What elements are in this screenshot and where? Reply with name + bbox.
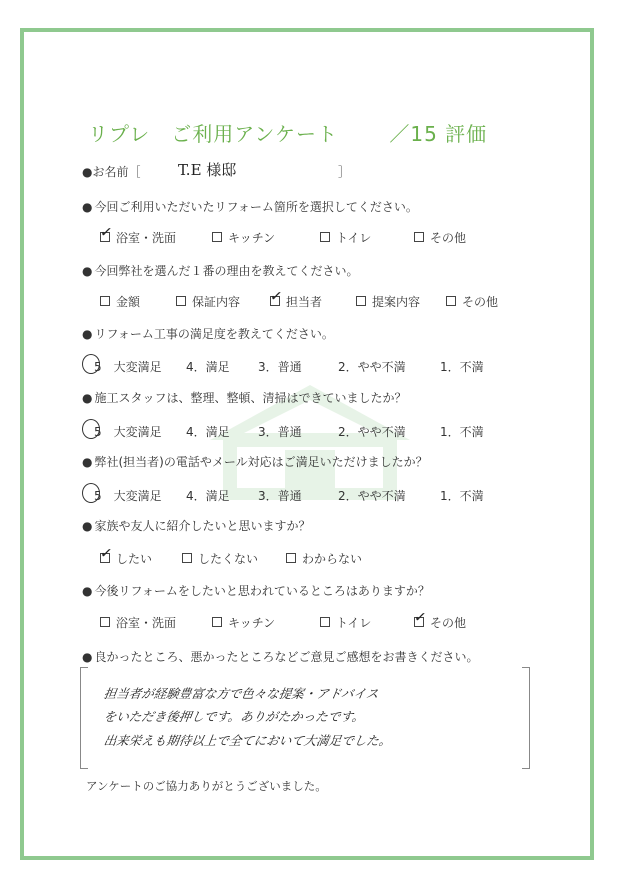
checkmark-icon: ✓	[98, 222, 114, 242]
option-other[interactable]: その他	[446, 293, 498, 310]
comment-line-2: をいただき後押しです。ありがたかったです。	[102, 709, 366, 724]
selected-circle-icon	[82, 419, 100, 439]
option-kitchen[interactable]: キッチン	[212, 614, 275, 631]
option-bath[interactable]: ✓ 浴室・洗面	[98, 222, 177, 245]
rating-2[interactable]: 2．やや不満	[338, 360, 406, 374]
checkmark-icon: ✓	[98, 543, 114, 563]
option-toilet[interactable]: トイレ	[320, 229, 371, 246]
selected-circle-icon	[82, 354, 100, 374]
checkbox[interactable]	[182, 553, 192, 563]
name-field: ●お名前［ T.E 様邸 ］	[82, 161, 351, 179]
rating-4[interactable]: 4．満足	[186, 489, 230, 503]
rating-4[interactable]: 4．満足	[186, 360, 230, 374]
survey-title	[88, 118, 487, 147]
checkbox[interactable]	[176, 296, 186, 306]
checkbox[interactable]	[212, 617, 222, 627]
option-staff[interactable]: ✓ 担当者	[268, 286, 323, 309]
footer-thanks: アンケートのご協力ありがとうございました。	[86, 779, 327, 793]
option-proposal[interactable]: 提案内容	[356, 293, 420, 310]
checkbox[interactable]	[98, 543, 114, 563]
checkmark-icon: ✓	[412, 607, 428, 627]
rating-1[interactable]: 1．不満	[440, 425, 484, 439]
option-other[interactable]: ✓ その他	[412, 607, 467, 630]
checkbox[interactable]	[212, 232, 222, 242]
question-4: ● 施工スタッフは、整理、整頓、清掃はできていましたか？	[82, 389, 407, 406]
rating-3[interactable]: 3．普通	[258, 360, 302, 374]
checkmark-icon: ✓	[268, 286, 284, 306]
comment-line-1: 担当者が経験豊富な方で色々な提案・アドバイス	[102, 686, 380, 701]
rating-5[interactable]: 5 大変満足	[94, 358, 162, 375]
name-value: T.E 様邸	[178, 161, 237, 179]
option-toilet[interactable]: トイレ	[320, 614, 371, 631]
checkbox[interactable]	[320, 617, 330, 627]
rating-3[interactable]: 3．普通	[258, 489, 302, 503]
question-5: ● 弊社(担当者)の電話やメール対応はご満足いただけましたか？	[82, 453, 428, 470]
checkbox[interactable]	[98, 222, 114, 242]
rating-5[interactable]: 5 大変満足	[94, 423, 162, 440]
question-7: ● 今後リフォームをしたいと思われているところはありますか？	[82, 582, 430, 599]
question-6: ● 家族や友人に紹介したいと思いますか？	[82, 517, 311, 534]
checkbox[interactable]	[100, 617, 110, 627]
question-2: ● 今回弊社を選んだ１番の理由を教えてください。	[82, 262, 359, 279]
checkbox[interactable]	[356, 296, 366, 306]
rating-1[interactable]: 1．不満	[440, 489, 484, 503]
option-kitchen[interactable]: キッチン	[212, 229, 275, 246]
checkbox[interactable]	[446, 296, 456, 306]
rating-5[interactable]: 5 大変満足	[94, 487, 162, 504]
name-label: お名前［	[92, 165, 141, 179]
comment-line-3: 出来栄えも期待以上で全てにおいて大満足でした。	[102, 733, 393, 748]
option-unsure[interactable]: わからない	[286, 550, 362, 567]
checkbox[interactable]	[286, 553, 296, 563]
checkbox[interactable]	[100, 296, 110, 306]
question-1: ● 今回ご利用いただいたリフォーム箇所を選択してください。	[82, 198, 418, 215]
question-3: ● リフォーム工事の満足度を教えてください。	[82, 325, 334, 342]
option-warranty[interactable]: 保証内容	[176, 293, 240, 310]
selected-circle-icon	[82, 483, 100, 503]
rating-2[interactable]: 2．やや不満	[338, 425, 406, 439]
checkbox[interactable]	[320, 232, 330, 242]
checkbox[interactable]	[412, 607, 428, 627]
rating-2[interactable]: 2．やや不満	[338, 489, 406, 503]
title-text: リプレ ご利用アンケート	[88, 122, 338, 146]
option-yes[interactable]: ✓ したい	[98, 543, 153, 566]
rating-1[interactable]: 1．不満	[440, 360, 484, 374]
option-bath[interactable]: 浴室・洗面	[100, 614, 176, 631]
option-other[interactable]: その他	[414, 229, 466, 246]
option-no[interactable]: したくない	[182, 550, 258, 567]
checkbox[interactable]	[268, 286, 284, 306]
score-label: ／15 評価	[389, 122, 488, 146]
rating-4[interactable]: 4．満足	[186, 425, 230, 439]
option-price[interactable]: 金額	[100, 293, 140, 310]
checkbox[interactable]	[414, 232, 424, 242]
question-8: ● 良かったところ、悪かったところなどご意見ご感想をお書きください。	[82, 648, 479, 665]
name-bracket-close: ］	[338, 165, 351, 179]
rating-3[interactable]: 3．普通	[258, 425, 302, 439]
